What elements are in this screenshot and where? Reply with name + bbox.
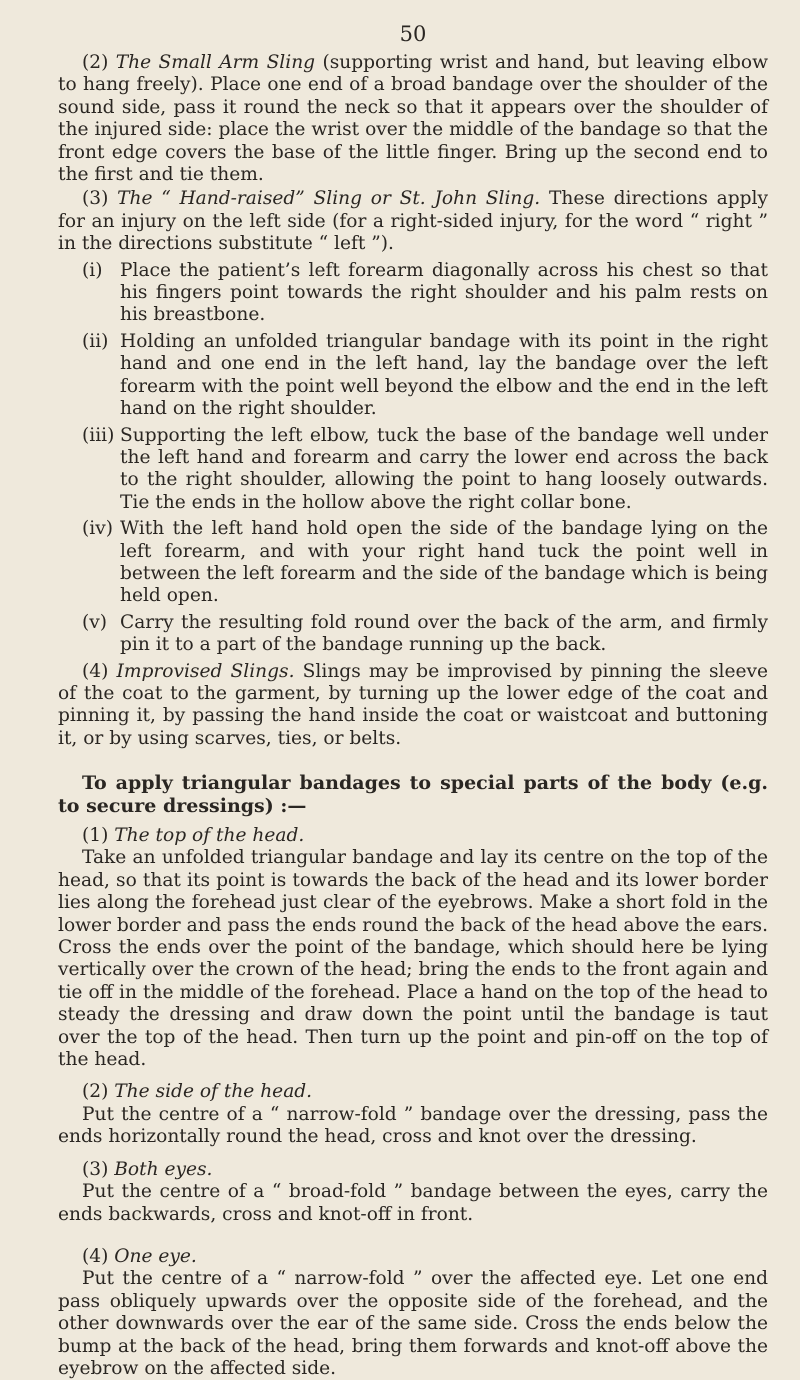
- step-text: With the left hand hold open the side of the bandage lying on the left forearm, and with your right hand tuck the point well in between the left forearm and the side of the bandage which is being held open.: [120, 518, 768, 607]
- step-text: Place the patient’s left forearm diagonally across his chest so that his fingers point towards the right shoulder and his palm rests on his breastbone.: [120, 259, 768, 326]
- paragraph-text: (supporting wrist and hand, but leaving elbow to hang freely). Place one end of a broad bandage over the shoulder of the sound side, pass it round the neck so that it appears over the shoulder of the injured side: place the wrist over the middle of the bandage so that the front edge covers the base of the little finger. Bring up the second end to the first and tie them.: [58, 52, 768, 186]
- list-item: [58, 260, 768, 327]
- paragraph-title: The Small Arm Sling: [115, 52, 316, 73]
- section-heading: To apply triangular bandages to special parts of the body (e.g. to secure dressings) :—: [58, 772, 768, 817]
- paragraph-text: Slings may be improvised by pinning the sleeve of the coat to the garment, by turning up the lower edge of the coat and pinning it, by passing the hand inside the coat or waistcoat and buttoning it, or by using scarves, ties, or belts.: [58, 660, 768, 749]
- small-arm-sling-paragraph: [58, 52, 768, 186]
- paragraph-title: Improvised Slings.: [116, 660, 295, 682]
- paragraph-number: (3): [82, 188, 109, 210]
- paragraph-text: These directions apply for an injury on the left side (for a right-sided injury, for the word “ right ” in the directions substitute “ left ”).: [58, 188, 768, 255]
- step-text: Carry the resulting fold round over the back of the arm, and firmly pin it to a part of the bandage running up the back.: [120, 611, 768, 656]
- list-item: [58, 612, 768, 657]
- list-item: [58, 425, 768, 515]
- step-number: (iv): [82, 518, 113, 540]
- step-text: Supporting the left elbow, tuck the base of the bandage well under the left hand and forearm and carry the lower end across the back to the right shoulder, allowing the point to hang loosely outwards. Tie the ends in the hollow above the right collar bone.: [120, 424, 768, 513]
- item-text: Take an unfolded triangular bandage and lay its centre on the top of the head, so that its point is towards the back of the head and its lower border lies along the forehead just clear of the eyebrows. Make a short fold in the lower border and pass the ends round the back of the head above the ears. Cross the ends over the point of the bandage, which should here be lying vertically over the crown of the head; bring the ends to the front again and tie off in the middle of the forehead. Place a hand on the top of the head to steady the dressing and draw down the point until the bandage is taut over the top of the head. Then turn up the point and pin-off on the top of the head.: [58, 847, 768, 1071]
- step-number: (i): [82, 259, 103, 281]
- item-heading: (4) One eye.: [82, 1245, 197, 1267]
- sling-steps-list: [58, 260, 768, 657]
- list-item: [58, 331, 768, 421]
- step-number: (ii): [82, 330, 109, 352]
- step-number: (v): [82, 611, 108, 633]
- paragraph-title: The “ Hand-raised” Sling or St. John Sling.: [117, 188, 541, 210]
- item-heading: (3) Both eyes.: [82, 1158, 213, 1180]
- paragraph-number: (4): [82, 660, 109, 682]
- item-heading: (1) The top of the head.: [82, 825, 305, 846]
- step-text: Holding an unfolded triangular bandage with its point in the right hand and one end in the left hand, lay the bandage over the left forearm with the point well beyond the elbow and the end in the left hand on the right shoulder.: [120, 330, 768, 420]
- hand-raised-sling-paragraph: [58, 188, 768, 255]
- page-number: 50: [399, 22, 427, 46]
- item-text: Put the centre of a “ narrow-fold ” over the affected eye. Let one end pass obliquely upwards over the opposite side of the forehead, and the other downwards over the ear of the same side. Cross the ends below the bump at the back of the head, bring them forwards and knot-off above the eyebrow on the affected side.: [58, 1268, 768, 1379]
- list-item: [58, 518, 768, 608]
- item-text: Put the centre of a “ narrow-fold ” bandage over the dressing, pass the ends horizontally round the head, cross and knot over the dressing.: [58, 1103, 768, 1148]
- step-number: (iii): [82, 424, 115, 446]
- paragraph-number: (2): [82, 52, 109, 73]
- improvised-slings-paragraph: [58, 661, 768, 751]
- item-heading: (2) The side of the head.: [82, 1081, 313, 1103]
- item-text: Put the centre of a “ broad-fold ” bandage between the eyes, carry the ends backwards, cross and knot-off in front.: [58, 1181, 768, 1225]
